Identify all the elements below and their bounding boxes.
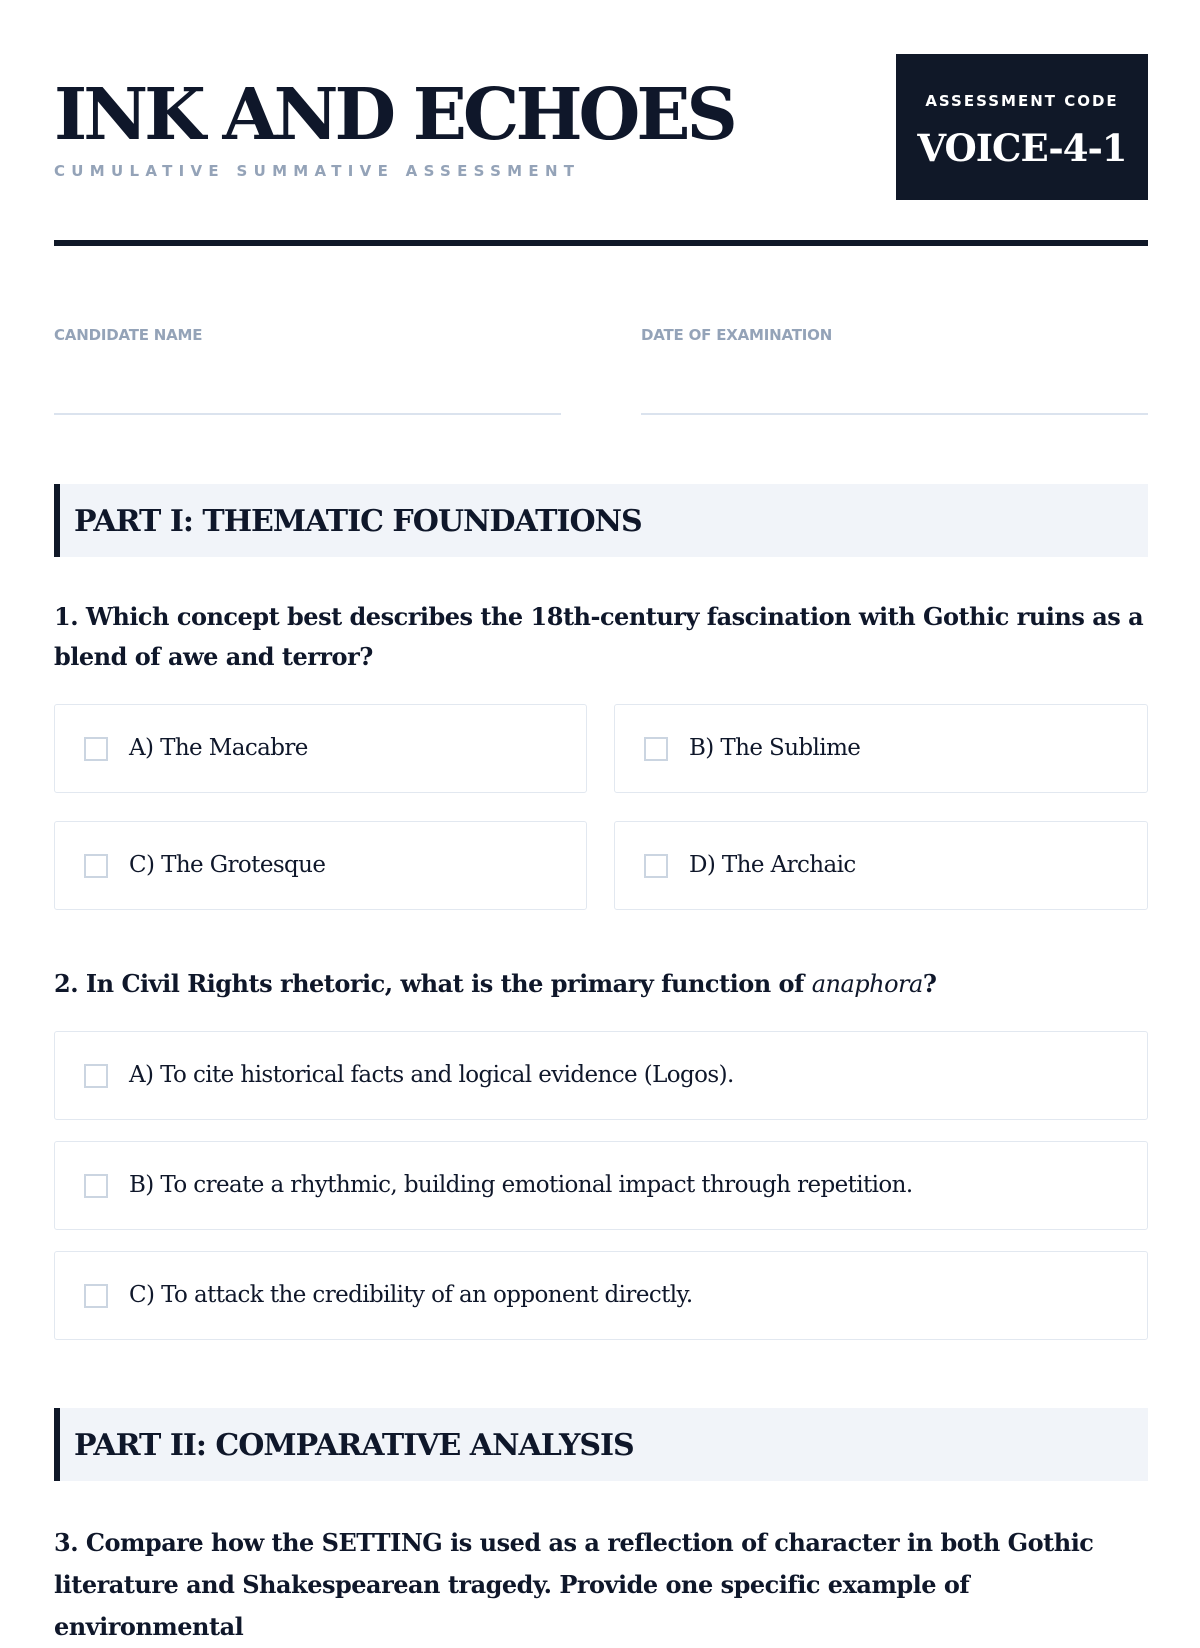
page-title: INK AND ECHOES xyxy=(54,72,734,156)
q1-option-a-label: A) The Macabre xyxy=(129,735,308,761)
candidate-name-field[interactable] xyxy=(54,326,561,344)
exam-date-field[interactable] xyxy=(641,326,1148,344)
q1-option-b-label: B) The Sublime xyxy=(689,735,861,761)
q1-option-a[interactable] xyxy=(54,704,587,793)
q2-option-b-checkbox[interactable] xyxy=(84,1174,108,1198)
candidate-name-line[interactable] xyxy=(54,413,561,415)
q2-option-b[interactable] xyxy=(54,1141,1148,1230)
assessment-header xyxy=(54,54,1148,202)
q1-option-d-checkbox[interactable] xyxy=(644,854,668,878)
page-subtitle: CUMULATIVE SUMMATIVE ASSESSMENT xyxy=(54,162,581,180)
question-2-end: ? xyxy=(922,969,937,998)
q2-option-a-checkbox[interactable] xyxy=(84,1064,108,1088)
q2-option-c-label: C) To attack the credibility of an opponent directly. xyxy=(129,1282,693,1308)
assessment-code-value: VOICE-4-1 xyxy=(917,126,1127,170)
q2-option-b-label: B) To create a rhythmic, building emotional impact through repetition. xyxy=(129,1172,913,1198)
exam-date-label: DATE OF EXAMINATION xyxy=(641,326,833,344)
q2-option-c[interactable] xyxy=(54,1251,1148,1340)
assessment-code-label: ASSESSMENT CODE xyxy=(925,92,1119,110)
question-2-text: 2. In Civil Rights rhetoric, what is the primary function of xyxy=(54,969,812,998)
question-2-emphasis: anaphora xyxy=(811,970,923,998)
q1-option-d-label: D) The Archaic xyxy=(689,852,856,878)
header-divider xyxy=(54,240,1148,246)
question-2 xyxy=(54,964,1148,1004)
q1-option-c-checkbox[interactable] xyxy=(84,854,108,878)
section-part-1 xyxy=(54,484,1148,557)
q1-option-d[interactable] xyxy=(614,821,1148,910)
q1-option-b-checkbox[interactable] xyxy=(644,737,668,761)
exam-date-line[interactable] xyxy=(641,413,1148,415)
q2-option-a[interactable] xyxy=(54,1031,1148,1120)
question-3: 3. Compare how the SETTING is used as a reflection of character in both Gothic literature and Shakespearean tragedy. Provide one specific example of environmental xyxy=(54,1528,1094,1641)
q1-option-c[interactable] xyxy=(54,821,587,910)
section-part-2 xyxy=(54,1408,1148,1481)
section-part-2-title: PART II: COMPARATIVE ANALYSIS xyxy=(74,1428,634,1463)
q1-option-a-checkbox[interactable] xyxy=(84,737,108,761)
question-1: 1. Which concept best describes the 18th-century fascination with Gothic ruins as a blend of awe and terror? xyxy=(54,602,1144,671)
q2-option-a-label: A) To cite historical facts and logical evidence (Logos). xyxy=(129,1062,734,1088)
assessment-code-box xyxy=(896,54,1148,200)
q1-option-b[interactable] xyxy=(614,704,1148,793)
section-part-1-title: PART I: THEMATIC FOUNDATIONS xyxy=(74,504,642,539)
q2-option-c-checkbox[interactable] xyxy=(84,1284,108,1308)
candidate-name-label: CANDIDATE NAME xyxy=(54,326,203,344)
q1-option-c-label: C) The Grotesque xyxy=(129,852,326,878)
